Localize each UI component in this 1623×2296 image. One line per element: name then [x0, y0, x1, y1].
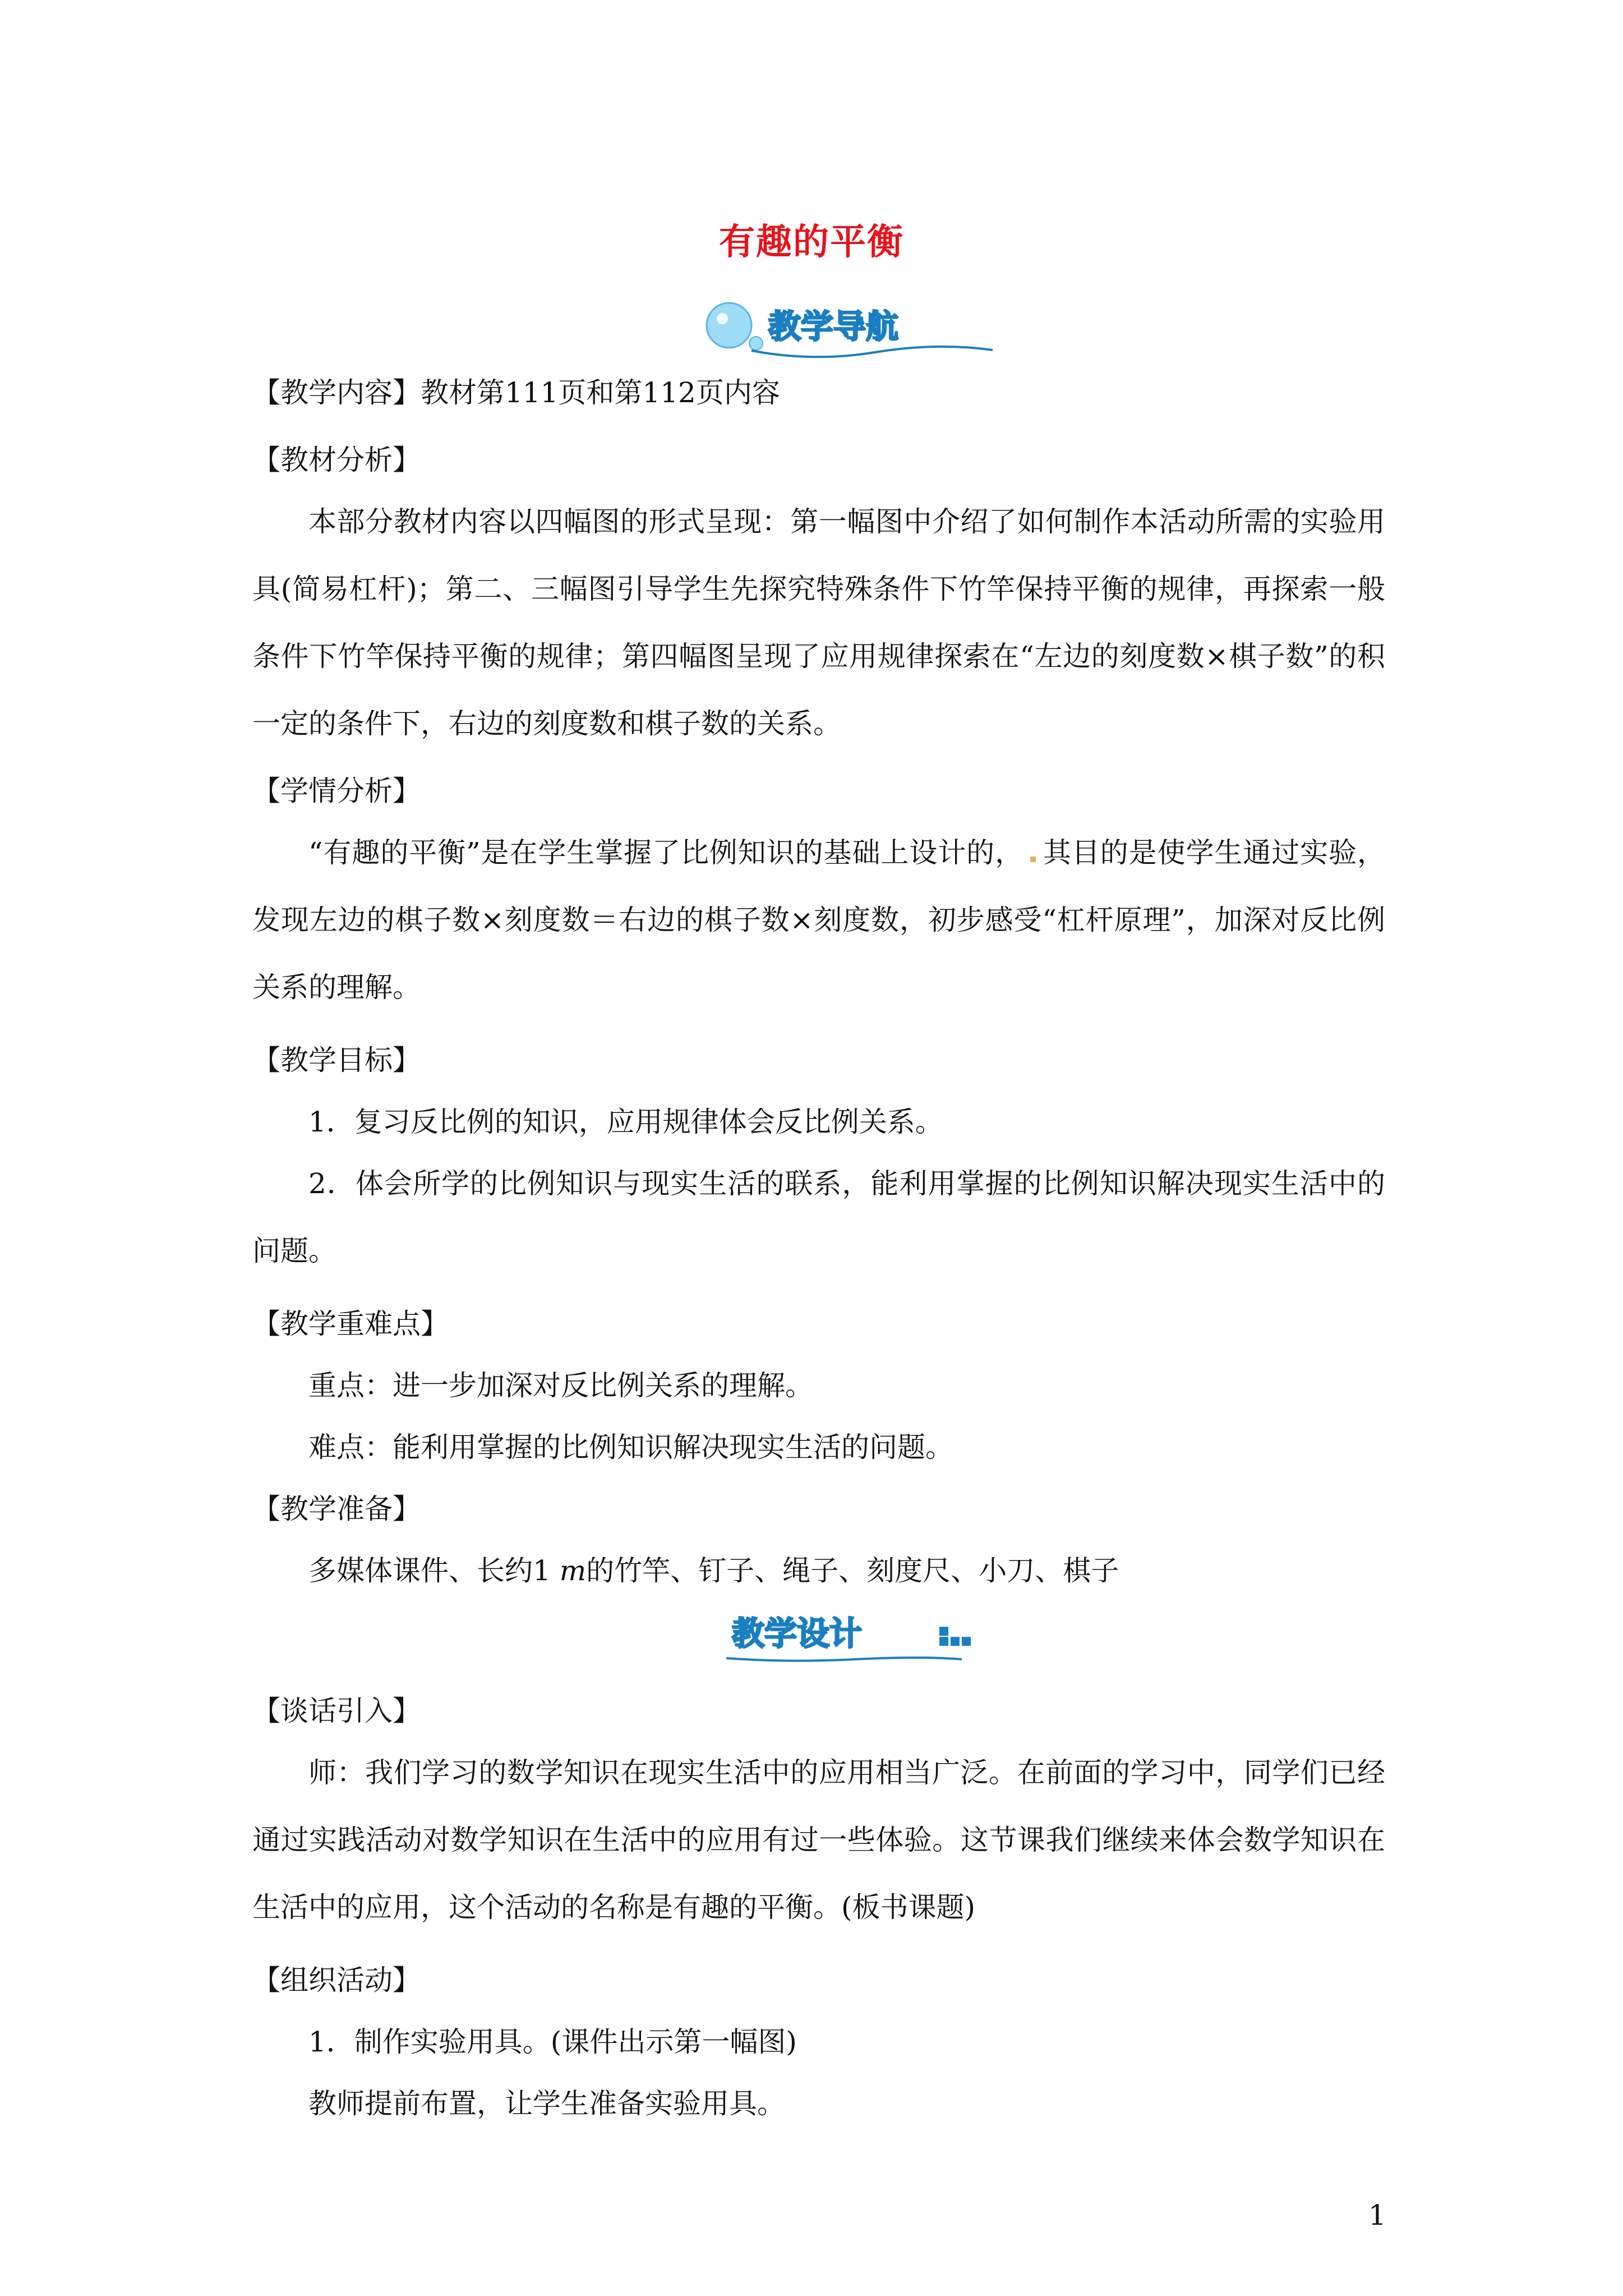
goal-item: 1．复习反比例的知识，应用规律体会反比例关系。 — [308, 1106, 943, 1138]
section-label: 【教学准备】 — [252, 1493, 421, 1525]
content-text: 教材第111页和第112页内容 — [421, 376, 780, 409]
squares-icon — [939, 1627, 948, 1636]
section-label: 【谈话引入】 — [252, 1695, 421, 1727]
section-label: 【教学内容】 — [252, 376, 421, 409]
activity-note: 教师提前布置，让学生准备实验用具。 — [308, 2087, 785, 2120]
goal-item: 2．体会所学的比例知识与现实生活的联系，能利用掌握的比例知识解决现实生活中的问题。 — [252, 1167, 1385, 1267]
student-paragraph: “有趣的平衡”是在学生掌握了比例知识的基础上设计的， 其目的是使学生通过实验，发现左边的棋子数×刻度数＝右边的棋子数×刻度数，初步感受“杠杆原理”，加深对反比例关系的理解。 — [252, 836, 1385, 1004]
teaching-design-banner — [721, 1604, 979, 1666]
section-label: 【教材分析】 — [252, 444, 421, 476]
material-paragraph: 本部分教材内容以四幅图的形式呈现：第一幅图中介绍了如何制作本活动所需的实验用具(简易杠杆)；第二、三幅图引导学生先探究特殊条件下竹竿保持平衡的规律，再探索一般条件下竹竿保持平衡的规律；第四幅图呈现了应用规律探索在“左边的刻度数×棋子数”的积一定的条件下，右边的刻度数和棋子数的关系。 — [252, 505, 1385, 740]
activity-item: 1．制作实验用具。(课件出示第一幅图) — [308, 2026, 797, 2058]
section-label: 【教学目标】 — [252, 1044, 421, 1076]
content-section — [252, 370, 780, 411]
key-point: 重点：进一步加深对反比例关系的理解。 — [308, 1369, 813, 1402]
speck-mark — [1030, 857, 1036, 862]
section-label: 【教学重难点】 — [252, 1308, 449, 1340]
page-title: 有趣的平衡 — [719, 221, 904, 263]
banner-design-text: 教学设计 — [732, 1614, 863, 1653]
bubble-icon — [707, 303, 751, 348]
banner-guide-text: 教学导航 — [768, 307, 899, 346]
difficult-point: 难点：能利用掌握的比例知识解决现实生活的问题。 — [308, 1431, 953, 1464]
intro-paragraph: 师：我们学习的数学知识在现实生活中的应用相当广泛。在前面的学习中，同学们已经通过实践活动对数学知识在生活中的应用有过一些体验。这节课我们继续来体会数学知识在生活中的应用，这个活动的名称是有趣的平衡。(板书课题) — [252, 1756, 1385, 1924]
section-label: 【组织活动】 — [252, 1964, 421, 1996]
prep-list: 多媒体课件、长约1 m的竹竿、钉子、绳子、刻度尺、小刀、棋子 — [308, 1554, 1119, 1587]
teaching-guide-banner — [690, 292, 1004, 365]
section-label: 【学情分析】 — [252, 775, 421, 807]
page-number: 1 — [1368, 2199, 1386, 2231]
